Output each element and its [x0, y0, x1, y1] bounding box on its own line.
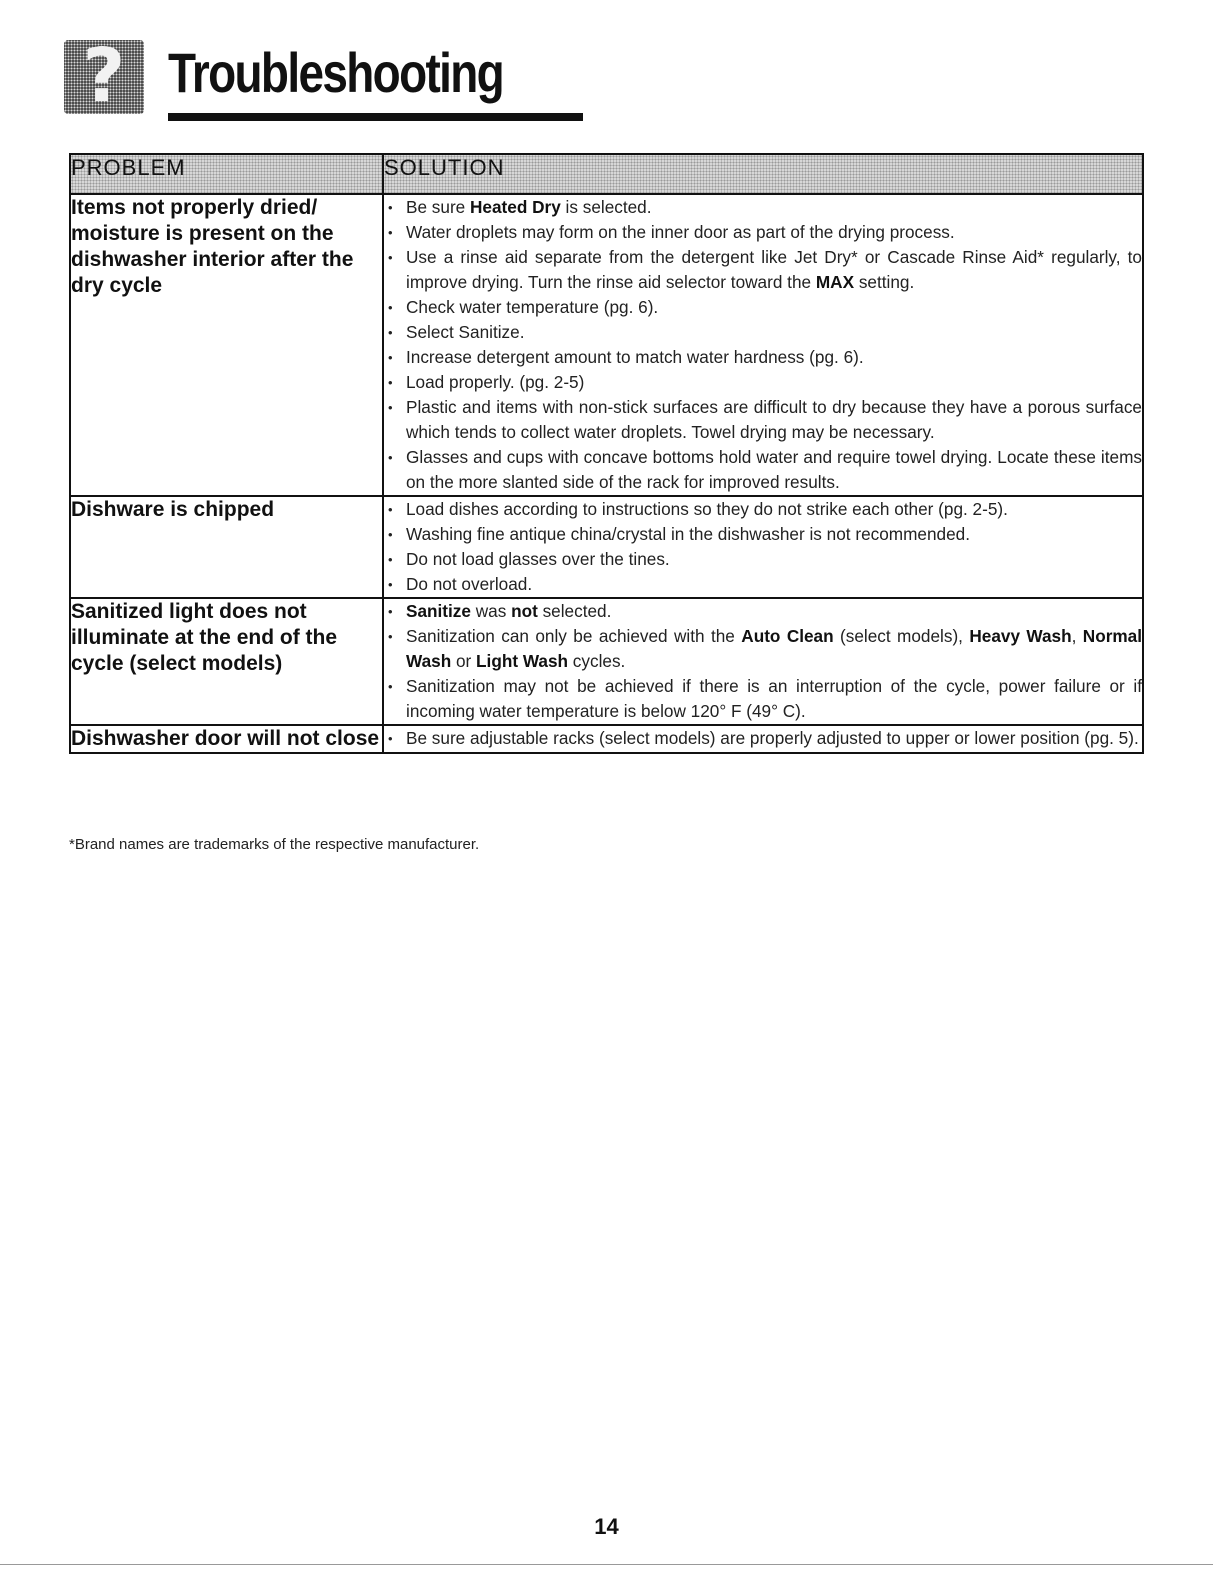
solution-list: [384, 195, 1142, 495]
solution-item: [384, 295, 1142, 320]
title-underline: [168, 113, 583, 121]
table-header-row: [70, 154, 1143, 194]
table-row: [70, 496, 1143, 598]
solution-item: [384, 624, 1142, 674]
solution-text: Do not load glasses over the tines.: [406, 549, 670, 569]
page-number: 14: [594, 1514, 619, 1539]
trademark-footnote: *Brand names are trademarks of the respective manufacturer.: [69, 836, 480, 853]
solution-item: [384, 674, 1142, 724]
solution-text: Washing fine antique china/crystal in the dishwasher is not recommended.: [406, 524, 970, 544]
page-header: [64, 33, 524, 120]
solution-text: was: [470, 601, 512, 621]
solution-list: [384, 497, 1142, 597]
question-mark-icon: ?: [64, 40, 144, 114]
solution-text: Check water temperature (pg. 6).: [406, 297, 659, 317]
bottom-divider: [0, 1564, 1213, 1565]
solution-item: [384, 245, 1142, 295]
solution-item: [384, 522, 1142, 547]
table-row: [70, 194, 1143, 496]
solution-cell: [383, 194, 1143, 496]
solution-text: Sanitization can only be achieved with the: [406, 626, 742, 646]
emphasis-text: MAX: [815, 272, 855, 292]
column-header-problem: PROBLEM: [70, 154, 383, 194]
emphasis-text: Sanitize: [406, 601, 471, 621]
solution-text: Be sure: [406, 197, 471, 217]
emphasis-text: Heavy Wash: [969, 626, 1072, 646]
table-row: [70, 725, 1143, 753]
solution-list: [384, 726, 1142, 751]
solution-text: ,: [1071, 626, 1083, 646]
problem-cell: Dishware is chipped: [70, 496, 383, 598]
solution-text: setting.: [854, 272, 915, 292]
solution-text: Increase detergent amount to match water hardness (pg. 6).: [406, 347, 864, 367]
solution-cell: [383, 725, 1143, 753]
solution-item: [384, 497, 1142, 522]
solution-text: selected.: [537, 601, 612, 621]
page-title: Troubleshooting: [168, 41, 504, 104]
solution-item: [384, 345, 1142, 370]
emphasis-text: not: [511, 601, 538, 621]
solution-text: Do not overload.: [406, 574, 533, 594]
solution-item: [384, 395, 1142, 445]
solution-item: [384, 726, 1142, 751]
solution-text: Sanitization may not be achieved if there is an interruption of the cycle, power failure or if incoming water temperature is below 120° F (49° C).: [406, 676, 1142, 721]
solution-text: Be sure adjustable racks (select models) are properly adjusted to upper or lower position (pg. 5).: [406, 728, 1139, 748]
problem-cell: Items not properly dried/ moisture is present on the dishwasher interior after the dry cycle: [70, 194, 383, 496]
solution-text: Load properly. (pg. 2-5): [406, 372, 585, 392]
solution-item: [384, 572, 1142, 597]
solution-text: Water droplets may form on the inner door as part of the drying process.: [406, 222, 955, 242]
solution-text: cycles.: [568, 651, 626, 671]
solution-text: (select models),: [833, 626, 970, 646]
solution-item: [384, 445, 1142, 495]
table-row: [70, 598, 1143, 725]
solution-text: or: [451, 651, 477, 671]
solution-text: Glasses and cups with concave bottoms hold water and require towel drying. Locate these items on the more slanted side of the rack for improved results.: [406, 447, 1142, 492]
solution-text: is selected.: [560, 197, 652, 217]
column-header-solution: SOLUTION: [383, 154, 1143, 194]
emphasis-text: Normal Wash: [406, 626, 1143, 671]
solution-item: [384, 320, 1142, 345]
solution-item: [384, 547, 1142, 572]
solution-item: [384, 220, 1142, 245]
solution-cell: [383, 496, 1143, 598]
solution-text: Use a rinse aid separate from the detergent like Jet Dry* or Cascade Rinse Aid* regularly, to improve drying. Turn the rinse aid selector toward the: [406, 247, 1142, 292]
solution-text: Load dishes according to instructions so they do not strike each other (pg. 2-5).: [406, 499, 1008, 519]
solution-item: [384, 599, 1142, 624]
problem-cell: Dishwasher door will not close: [70, 725, 383, 753]
emphasis-text: Auto Clean: [741, 626, 834, 646]
emphasis-text: Heated Dry: [470, 197, 561, 217]
solution-text: Plastic and items with non-stick surfaces are difficult to dry because they have a porous surface which tends to collect water droplets. Towel drying may be necessary.: [406, 397, 1142, 442]
solution-list: [384, 599, 1142, 724]
solution-text: Select Sanitize.: [406, 322, 525, 342]
solution-cell: [383, 598, 1143, 725]
problem-cell: Sanitized light does not illuminate at the end of the cycle (select models): [70, 598, 383, 725]
troubleshooting-table: [69, 153, 1144, 754]
solution-item: [384, 370, 1142, 395]
emphasis-text: Light Wash: [476, 651, 569, 671]
solution-item: [384, 195, 1142, 220]
